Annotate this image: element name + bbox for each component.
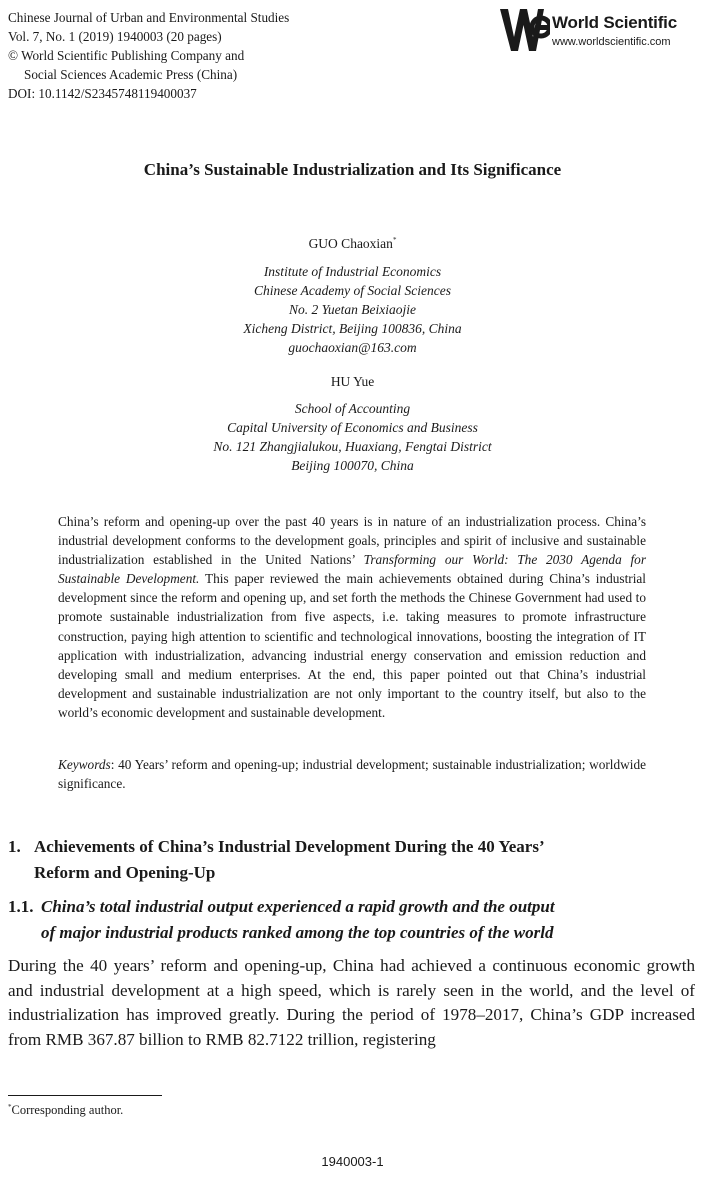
affiliation-line: No. 121 Zhangjialukou, Huaxiang, Fengtai District: [213, 439, 492, 454]
author-affiliation: [0, 262, 705, 357]
publisher-logo: [500, 7, 695, 52]
subsection-number: 1.1.: [8, 897, 34, 916]
keywords-label: Keywords: [58, 757, 111, 772]
publisher-name: World Scientific: [552, 13, 677, 32]
subsection-heading: [8, 894, 555, 946]
paper-title: China’s Sustainable Industrialization and Its Significance: [143, 160, 562, 179]
footnote-text: Corresponding author.: [11, 1103, 124, 1117]
section-heading: [8, 834, 545, 886]
section-title: Reform and Opening-Up: [34, 863, 216, 882]
journal-volume: Vol. 7, No. 1 (2019) 1940003 (20 pages): [8, 29, 222, 44]
affiliation-line: Institute of Industrial Economics: [263, 264, 442, 279]
section-number: 1.: [8, 837, 21, 856]
footnote: [8, 1103, 123, 1118]
affiliation-line: No. 2 Yuetan Beixiaojie: [289, 302, 416, 317]
section-title: Achievements of China’s Industrial Development During the 40 Years’: [34, 837, 545, 856]
author-affiliation: [0, 399, 705, 475]
keywords: [58, 755, 646, 793]
affiliation-line: School of Accounting: [294, 401, 411, 416]
journal-name: Chinese Journal of Urban and Environmental Studies: [8, 10, 290, 25]
author-name: HU Yue: [330, 374, 375, 389]
page-number: 1940003-1: [321, 1154, 384, 1169]
author-name-text: GUO Chaoxian: [308, 236, 393, 251]
abstract-citation: Transforming our World: The 2030 Agenda for Sustainable Development.: [58, 552, 646, 587]
publisher-url: www.worldscientific.com: [552, 36, 671, 48]
affiliation-line: Capital University of Economics and Business: [227, 420, 478, 435]
world-scientific-logo-icon: [500, 7, 550, 52]
subsection-title: of major industrial products ranked among the top countries of the world: [41, 923, 554, 942]
affiliation-line: Xicheng District, Beijing 100836, China: [243, 321, 462, 336]
affiliation-line: Chinese Academy of Social Sciences: [254, 283, 451, 298]
abstract-text: China’s reform and opening-up over the past 40 years is in nature of an industrialization process. China’s industrial development conforms to the development goals, principles and spirit of inclusive and sustainable industrialization established in the United Nations’: [58, 514, 646, 568]
doi: DOI: 10.1142/S2345748119400037: [8, 86, 197, 101]
author-name: [0, 236, 705, 252]
footnote-marker: *: [8, 1103, 12, 1111]
keywords-text: : 40 Years’ reform and opening-up; industrial development; sustainable industrialization; worldwide significance.: [58, 757, 646, 792]
copyright-line: Social Sciences Academic Press (China): [24, 67, 238, 82]
journal-info: [8, 8, 289, 103]
abstract-text: This paper reviewed the main achievements obtained during China’s industrial development since the reform and opening up, and set forth the methods the Chinese Government had used to promote sustainable industrialization from five aspects, i.e. taking measures to promote infrastructure construction, paying high attention to scientific and technological innovations, boosting the integration of IT application with industrialization, advancing industrial energy conservation and emission reduction and developing small and medium enterprises. At the end, this paper pointed out that China’s industrial development and sustainable industrialization are not only important to the country itself, but also to the world’s economic development and sustainable development.: [58, 571, 646, 720]
author-email: guochaoxian@163.com: [288, 340, 417, 355]
abstract: [58, 512, 646, 722]
footnote-rule: [8, 1095, 162, 1096]
body-paragraph: During the 40 years’ reform and opening-up, China had achieved a continuous economic growth and industrial development at a high speed, which is rarely seen in the world, and the level of industrialization has improved greatly. During the period of 1978–2017, China’s GDP increased from RMB 367.87 billion to RMB 82.7122 trillion, registering: [8, 956, 695, 1049]
affiliation-line: Beijing 100070, China: [291, 458, 414, 473]
corresponding-marker: *: [392, 236, 397, 244]
subsection-title: China’s total industrial output experienced a rapid growth and the output: [41, 897, 555, 916]
copyright-line: © World Scientific Publishing Company and: [8, 48, 245, 63]
